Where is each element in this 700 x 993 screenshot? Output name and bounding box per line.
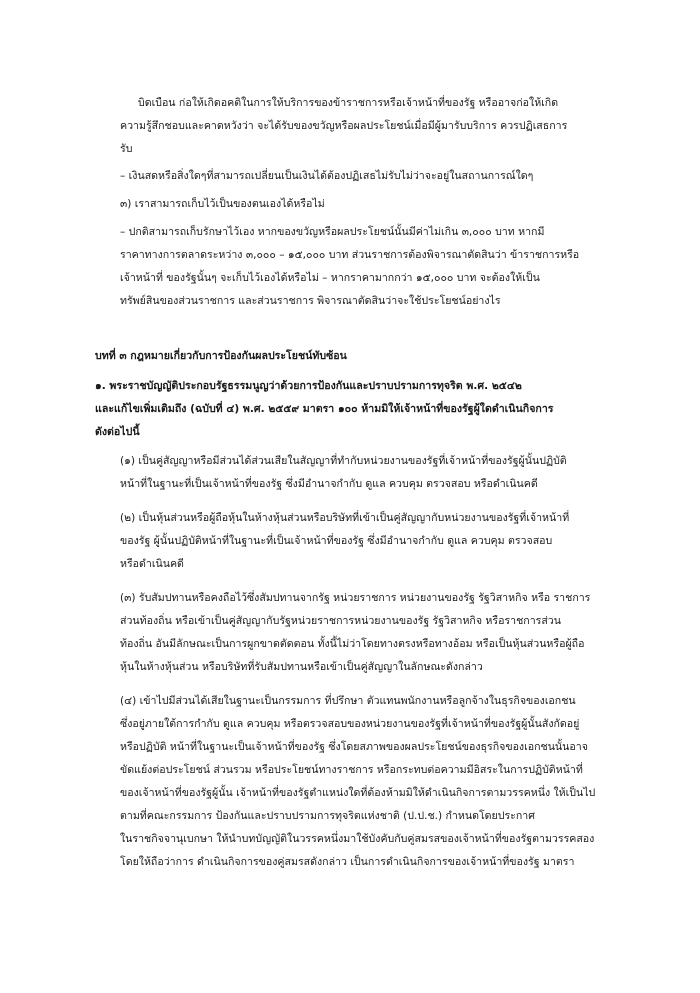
clause-line: ซึ่งอยู่ภายใต้การกำกับ ดูแล ควบคุม หรือตรวจสอบของหน่วยงานของรัฐที่เจ้าหน้าที่ของรัฐผู้นั้นสังกัดอยู่ (120, 718, 580, 730)
clause-line: ตามที่คณะกรรมการ ป้องกันและปราบปรามการทุจริตแห่งชาติ (ป.ป.ช.) กำหนดโดยประกาศ (120, 810, 535, 822)
clause-line: (๑) เป็นคู่สัญญาหรือมีส่วนได้ส่วนเสียในสัญญาที่ทำกับหน่วยงานของรัฐที่เจ้าหน้าที่ของรัฐผู้นั้นปฏิบัติ (120, 455, 567, 467)
clause-line: โดยให้ถือว่าการ ดำเนินกิจการของคู่สมรสดังกล่าว เป็นการดำเนินกิจการของเจ้าหน้าที่ของรัฐ มาตรา (120, 856, 575, 868)
text-line: ราคาทางการตลาดระหว่าง ๓,๐๐๐ – ๑๕,๐๐๐ บาท ส่วนราชการต้องพิจารณาตัดสินว่า ข้าราชการหรือ (120, 249, 580, 261)
text-line: เจ้าหน้าที่ ของรัฐนั้นๆ จะเก็บไว้เองได้หรือไม่ – หากราคามากกว่า ๑๕,๐๐๐ บาท จะต้องให้เป็น (120, 272, 540, 284)
clause-line: ส่วนท้องถิ่น หรือเข้าเป็นคู่สัญญากับรัฐหน่วยราชการหน่วยงานของรัฐ รัฐวิสาหกิจ หรือราชการส่วน (120, 615, 561, 627)
clause-line: (๓) รับสัมปทานหรือคงถือไว้ซึ่งสัมปทานจากรัฐ หน่วยราชการ หน่วยงานของรัฐ รัฐวิสาหกิจ หรือ ราชการ (120, 592, 591, 604)
clause-line: ขัดแย้งต่อประโยชน์ ส่วนรวม หรือประโยชน์ทางราชการ หรือกระทบต่อความมีอิสระในการปฏิบัติหน้าที่ (120, 764, 583, 776)
clause-line: หรือดำเนินคดี (120, 558, 184, 570)
clause-line: หรือปฏิบัติ หน้าที่ในฐานะเป็นเจ้าหน้าที่ของรัฐ ซึ่งโดยสภาพของผลประโยชน์ของธุรกิจของเอกชนนั้นอาจ (120, 741, 588, 753)
numbered-item-heading: ๓) เราสามารถเก็บไว้เป็นของตนเองได้หรือไม่ (120, 198, 325, 210)
clause-line: หุ้นในห้างหุ้นส่วน หรือบริษัทที่รับสัมปทานหรือเข้าเป็นคู่สัญญาในลักษณะดังกล่าว (120, 661, 483, 673)
law-heading-line: ๑. พระราชบัญญัติประกอบรัฐธรรมนูญว่าด้วยการป้องกันและปราบปรามการทุจริต พ.ศ. ๒๕๔๒ (95, 380, 522, 392)
clause-line: หน้าที่ในฐานะที่เป็นเจ้าหน้าที่ของรัฐ ซึ่งมีอำนาจกำกับ ดูแล ควบคุม ตรวจสอบ หรือดำเนินคดี (120, 478, 538, 490)
law-heading-line: และแก้ไขเพิ่มเติมถึง (ฉบับที่ ๔) พ.ศ. ๒๕๕๙ มาตรา ๑๐๐ ห้ามมิให้เจ้าหน้าที่ของรัฐผู้ใดดำเนินกิจการ (95, 403, 554, 415)
chapter-title: บทที่ ๓ กฎหมายเกี่ยวกับการป้องกันผลประโยชน์ทับซ้อน (95, 350, 347, 362)
clause-line: ของเจ้าหน้าที่ของรัฐผู้นั้น เจ้าหน้าที่ของรัฐตำแหน่งใดที่ต้องห้ามมิให้ดำเนินกิจการตามวรรคหนึ่ง ให้เป็นไป (120, 787, 596, 799)
clause-line: ท้องถิ่น อันมีลักษณะเป็นการผูกขาดตัดตอน ทั้งนี้ไม่ว่าโดยทางตรงหรือทางอ้อม หรือเป็นหุ้นส่วนหรือผู้ถือ (120, 638, 585, 650)
clause-line: (๒) เป็นหุ้นส่วนหรือผู้ถือหุ้นในห้างหุ้นส่วนหรือบริษัทที่เข้าเป็นคู่สัญญากับหน่วยงานของรัฐที่เจ้าหน้าที่ (120, 512, 570, 524)
text-line: ทรัพย์สินของส่วนราชการ และส่วนราชการ พิจารณาตัดสินว่าจะใช้ประโยชน์อย่างไร (120, 295, 501, 307)
text-line: บิดเบือน ก่อให้เกิดอคติในการให้บริการของข้าราชการหรือเจ้าหน้าที่ของรัฐ หรืออาจก่อให้เกิด (138, 97, 559, 109)
text-line: ความรู้สึกชอบและคาดหวังว่า จะได้รับของขวัญหรือผลประโยชน์เมื่อมีผู้มารับบริการ ควรปฏิเสธการ (120, 120, 568, 132)
text-line: – เงินสดหรือสิ่งใดๆที่สามารถเปลี่ยนเป็นเงินได้ต้องปฏิเสธไม่รับไม่ว่าจะอยู่ในสถานการณ์ใดๆ (120, 170, 534, 182)
text-line: รับ (120, 143, 133, 155)
clause-line: (๔) เข้าไปมีส่วนได้เสียในฐานะเป็นกรรมการ ที่ปรึกษา ตัวแทนพนักงานหรือลูกจ้างในธุรกิจของเอกชน (120, 695, 576, 707)
text-line: – ปกติสามารถเก็บรักษาไว้เอง หากของขวัญหรือผลประโยชน์นั้นมีค่าไม่เกิน ๓,๐๐๐ บาท หากมี (120, 226, 545, 238)
law-heading-line: ดังต่อไปนี้ (95, 426, 140, 438)
clause-line: ของรัฐ ผู้นั้นปฏิบัติหน้าที่ในฐานะที่เป็นเจ้าหน้าที่ของรัฐ ซึ่งมีอำนาจกำกับ ดูแล ควบคุม ตรวจสอบ (120, 535, 553, 547)
clause-line: ในราชกิจจานุเบกษา ให้นำบทบัญญัติในวรรคหนึ่งมาใช้บังคับกับคู่สมรสของเจ้าหน้าที่ของรัฐตามวรรคสอง (120, 833, 595, 845)
